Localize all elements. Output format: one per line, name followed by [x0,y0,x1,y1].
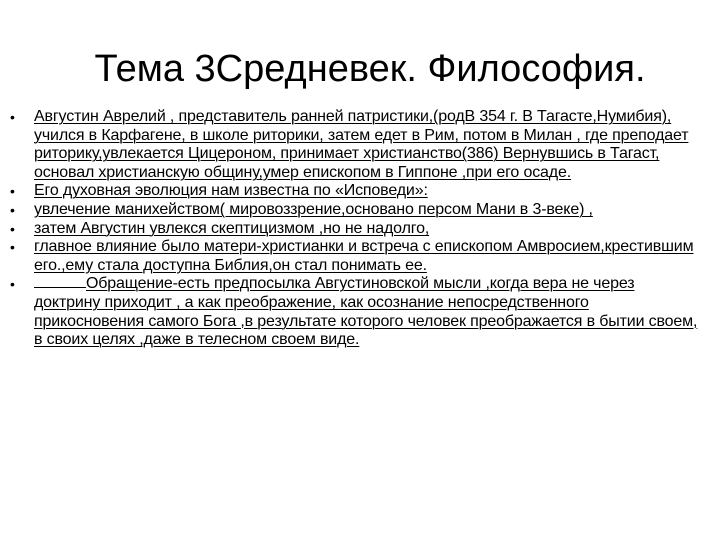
bullet-text: Обращение-есть предпосылка Августиновской мысли ,когда вера не через доктрину приходит , а как преображение, как осознание непосредственного прикосновения самого Бога ,в результате которого человек преображается в бытии своем, в своих целях ,даже в телесном своем виде. [34,275,698,349]
slide-title: Тема 3Средневек. Философия. [94,48,646,90]
bullet-item-2 [10,182,700,201]
bullet-item-4 [10,220,700,239]
bullet-item-1 [10,108,700,182]
bullet-text: затем Августин увлекся скептицизмом ,но не надолго, [34,219,430,237]
bullet-text: увлечение манихейством( мировоззрение,основано персом Мани в 3-веке) , [34,200,593,218]
bullet-text: Его духовная эволюция нам известна по «Исповеди»: [34,182,428,200]
bullet-item-3 [10,201,700,220]
bullet-icon: • [10,276,15,293]
bullet-text: главное влияние было матери-христианки и встреча с епископом Амвросием,крестившим его.,ему стала доступна Библия,он стал понимать ее. [34,238,694,274]
bullet-icon: • [10,220,15,237]
bullet-icon: • [10,239,15,256]
bullet-icon: • [10,183,15,200]
bullet-list [10,108,700,350]
bullet-icon: • [10,201,15,218]
bullet-item-5 [10,238,700,275]
bullet-text: Августин Аврелий , представитель ранней патристики,(родВ 354 г. В Тагасте,Нумибия), учился в Карфагене, в школе риторики, затем едет в Рим, потом в Милан , где преподает риторику,увлекается Цицероном, принимает христианство(386) Вернувшись в Тагаст, основал христианскую общину,умер епископом в Гиппоне ,при его осаде. [34,108,689,181]
bullet-icon: • [10,109,15,125]
bullet-item-6 [10,275,700,349]
underlined-indent [34,286,86,288]
